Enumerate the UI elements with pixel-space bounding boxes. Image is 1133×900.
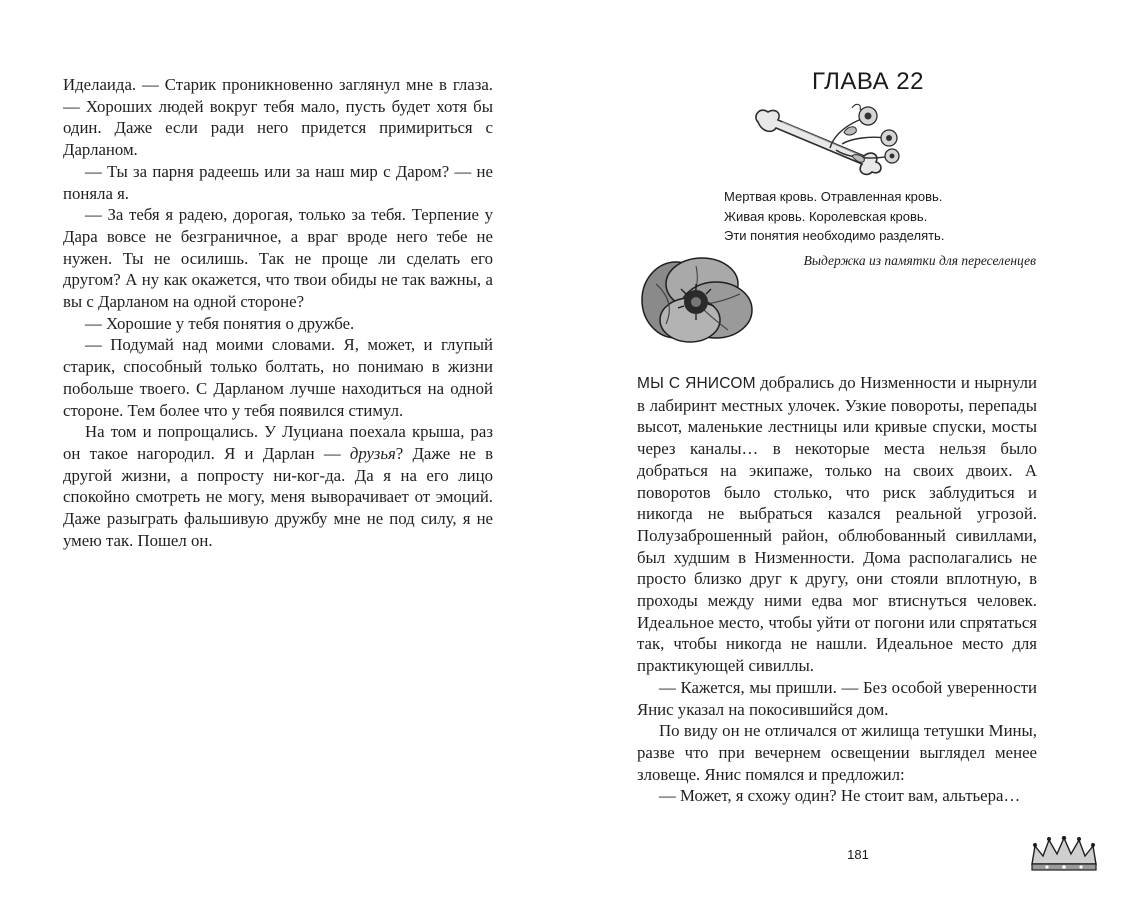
epigraph-line: Живая кровь. Королевская кровь. [724, 208, 928, 224]
left-page [0, 0, 566, 900]
lead-caps: МЫ С ЯНИСОМ [637, 375, 756, 392]
epigraph-line: Мертвая кровь. Отравленная кровь. [724, 189, 943, 204]
epigraph [724, 187, 1044, 246]
paragraph: — Кажется, мы пришли. — Без особой уверенности Янис указал на покосившийся дом. [637, 677, 1037, 719]
epigraph-source: Выдержка из памятки для переселенцев [803, 253, 1036, 268]
paragraph: — За тебя я радею, дорогая, только за тебя. Терпение у Дара вовсе не безграничное, а враг вроде него тебе не нужен. Ты не осилишь. Так не проще ли сделать его другом? А ну как окажется, что твои обиды не так важны, а вы с Дарланом на одной стороне? [63, 205, 493, 312]
text-run: На том и попрощались. У Луциана поехала крыша, раз он такое нагородил. Я и Дарлан — [63, 422, 493, 463]
text-run: ? Даже не в другой жизни, а попросту ни-ког-да. Да я на его лицо спокойно смотреть не могу, меня выворачивает от эмоций. Даже разыграть фальшивую дружбу мне не под силу, я не умею так. Пошел он. [63, 443, 494, 550]
left-text-column [63, 74, 493, 551]
poppy-illustration [636, 254, 761, 346]
paragraph: — Хорошие у тебя понятия о дружбе. [85, 313, 355, 333]
lead-paragraph [637, 372, 1037, 677]
bone-flower-illustration [752, 98, 902, 180]
paragraph: По виду он не отличался от жилища тетушки Мины, разве что при вечернем освещении выглядел менее зловеще. Янис помялся и предложил: [637, 721, 1037, 784]
right-page [566, 0, 1133, 900]
paragraph: — Ты за парня радеешь или за наш мир с Даром? — не поняла я. [63, 161, 493, 203]
crown-icon [1029, 836, 1099, 874]
paragraph-with-emphasis [63, 421, 493, 551]
paragraph: — Подумай над моими словами. Я, может, и глупый старик, способный только болтать, но понимаю в жизни побольше твоего. С Дарланом лучше находиться на одной стороне. Тем более что у тебя появился стимул. [63, 335, 493, 420]
chapter-title: ГЛАВА 22 [812, 68, 924, 95]
right-text-column [637, 372, 1037, 807]
paragraph: Иделаида. — Старик проникновенно заглянул мне в глаза. — Хороших людей вокруг тебя мало, пусть будет хотя бы один. Даже если ради него придется примириться с Дарланом. [63, 75, 493, 160]
page-number: 181 [847, 847, 869, 862]
paragraph: — Может, я схожу один? Не стоит вам, альтьера… [659, 786, 1021, 806]
emphasized-word: друзья [349, 443, 396, 463]
epigraph-line: Эти понятия необходимо разделять. [724, 228, 945, 243]
text-run: добрались до Низменности и нырнули в лабиринт местных улочек. Узкие повороты, перепады высот, маленькие лестницы или кривые спуски, мосты через каналы… в некоторые места нельзя было добраться на экипаже, только на своих двоих. А поворотов было столько, что риск заблудиться и никогда не выбраться казался реальной угрозой. Полузаброшенный район, облюбованный сивиллами, был худшим в Низменности. Дома располагались не просто близко друг к другу, они стояли вплотную, в проходы между ними едва мог втиснуться человек. Идеальное место, чтобы уйти от погони или спрятаться так, чтобы никогда не нашли. Идеальное место для практикующей сивиллы. [637, 373, 1037, 676]
